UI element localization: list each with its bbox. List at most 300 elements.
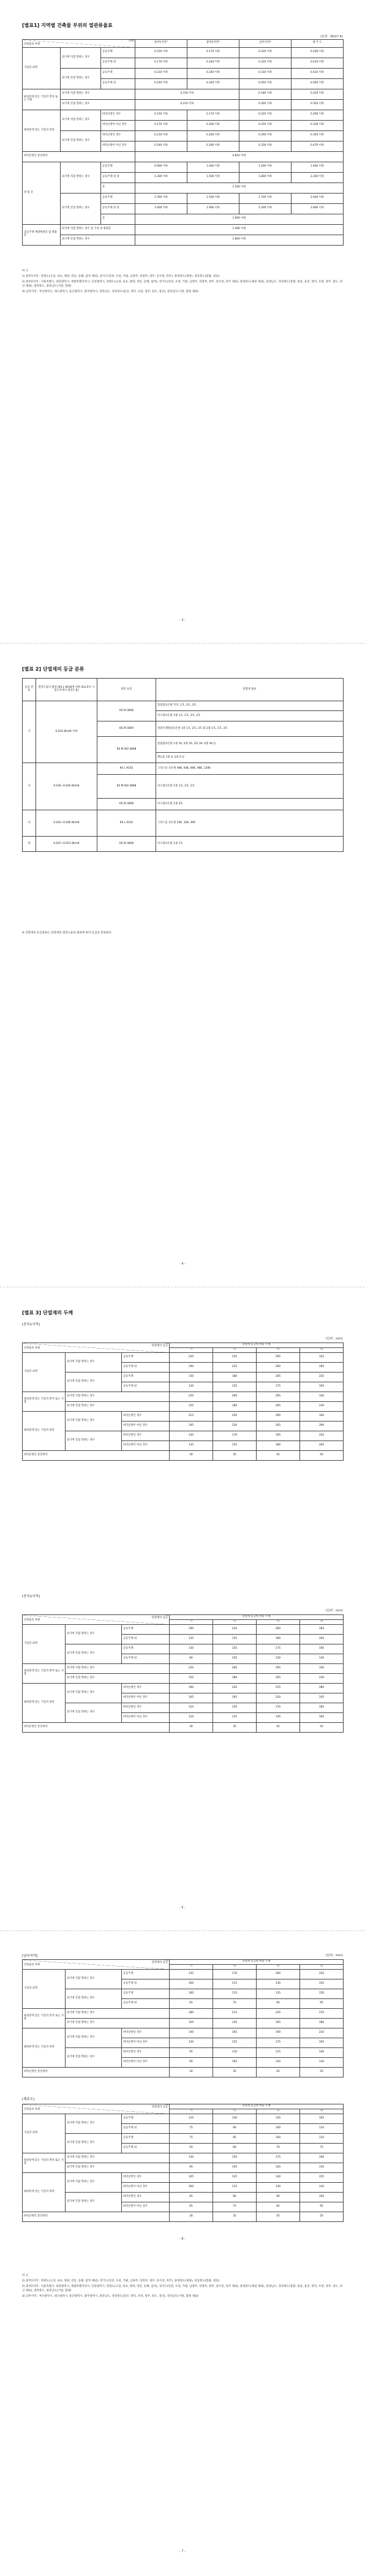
thickness-value: 60 bbox=[213, 2143, 257, 2153]
type-cell: 공동주택 외 bbox=[122, 1634, 170, 1644]
thickness-value: 80 bbox=[213, 2192, 257, 2202]
type-cell: 문 bbox=[101, 214, 135, 224]
thickness-value: 100 bbox=[170, 1979, 213, 1989]
thickness-value: 185 bbox=[300, 1703, 344, 1712]
table-row bbox=[23, 2172, 344, 2182]
thickness-value: 195 bbox=[300, 1644, 344, 1654]
value-cell: 1.700 이하 bbox=[239, 193, 292, 203]
grade-cell: 가 bbox=[23, 701, 36, 763]
value-cell: 0.350 이하 bbox=[292, 99, 344, 110]
value-cell: 0.250 이하 bbox=[239, 120, 292, 130]
value-cell: 2.800 이하 bbox=[292, 203, 344, 214]
thickness-value: 180 bbox=[213, 1372, 257, 1382]
condition-cell: 외기에 간접 면하는 경우 bbox=[61, 193, 101, 224]
condition-cell: 외기에 간접 면하는 경우 bbox=[61, 68, 101, 89]
col-header: 열전도율의 범위 (KS L 9016에 의한 20±5℃ 시험조건에서 열전도율) bbox=[36, 679, 97, 701]
notes-heading: 비 고 bbox=[22, 2274, 29, 2277]
value-cell: 0.250 이하 bbox=[292, 89, 344, 99]
value-cell: 0.210 이하 bbox=[135, 130, 187, 141]
value-cell: 0.220 이하 bbox=[239, 110, 292, 120]
std-cell: KS M ISO 4898 bbox=[97, 737, 156, 763]
page-4 bbox=[0, 1931, 365, 2575]
condition-cell: 외기에 간접 면하는 경우 bbox=[61, 235, 135, 245]
thickness-value: 180 bbox=[300, 2018, 344, 2028]
row-group-cell: 최상층에 있는 거실의 반자 또는 지붕 bbox=[23, 1663, 66, 1683]
thickness-value: 95 bbox=[300, 1998, 344, 2008]
thickness-value: 110 bbox=[170, 1712, 213, 1722]
table-corner: 지역 건축물의 부위 bbox=[23, 40, 135, 48]
table-row bbox=[23, 2133, 344, 2143]
grade-header: 다 bbox=[257, 1347, 300, 1352]
row-group-cell: 거실의 외벽 bbox=[23, 1624, 66, 1663]
type-cell: 바닥난방인 경우 bbox=[122, 1703, 170, 1712]
type-cell: 바닥난방이 아닌 경우 bbox=[122, 2202, 170, 2212]
thickness-value: 145 bbox=[213, 2018, 257, 2028]
table-row bbox=[23, 89, 344, 99]
insulation-grade-table bbox=[22, 678, 344, 852]
unit-label: (단위 : W/m²·K) bbox=[320, 35, 343, 39]
condition-cell: 외기에 직접 면하는 경우 bbox=[66, 1352, 122, 1372]
table-row bbox=[23, 1969, 344, 1979]
thickness-value: 285 bbox=[300, 1362, 344, 1372]
region-heading: [제주도] bbox=[22, 2098, 35, 2101]
condition-cell: 외기에 직접 면하는 경우 bbox=[66, 2153, 170, 2163]
type-cell: 공동주택 bbox=[122, 1989, 170, 1998]
thickness-value: 100 bbox=[257, 2133, 300, 2143]
row-group-cell: 창 및 문 bbox=[23, 162, 61, 224]
grade-cell: 다 bbox=[23, 810, 36, 837]
thickness-value: 30 bbox=[170, 1722, 213, 1732]
thickness-value: 155 bbox=[213, 1382, 257, 1392]
thickness-value: 180 bbox=[257, 1634, 300, 1644]
table-row bbox=[23, 162, 344, 172]
type-cell: 공동주택 외 bbox=[122, 2143, 170, 2153]
table-corner: 단열재의 등급 건축물의 부위 bbox=[23, 1960, 170, 1970]
row-group-cell: 거실의 외벽 bbox=[23, 47, 61, 89]
thickness-value: 225 bbox=[213, 1624, 257, 1634]
thickness-value: 220 bbox=[213, 1683, 257, 1693]
type-cell: 문 bbox=[101, 183, 135, 193]
page-number: - 5 - bbox=[179, 1906, 186, 1910]
thickness-value: 155 bbox=[213, 2038, 257, 2047]
table-row bbox=[23, 193, 344, 203]
thickness-value: 270 bbox=[300, 2008, 344, 2018]
type-cell: 공동주택 외 bbox=[101, 78, 135, 89]
thickness-value: 195 bbox=[170, 1421, 213, 1431]
thickness-value: 265 bbox=[257, 1421, 300, 1431]
material-cell: 경질우레탄폼보온판 1종 1호, 2호, 3호 및 2종 1호, 2호, 3호 bbox=[156, 721, 344, 737]
value-cell: 0.560 이하 bbox=[292, 78, 344, 89]
thickness-value: 95 bbox=[170, 2047, 213, 2057]
value-cell: 0.340 이하 bbox=[187, 78, 239, 89]
table-row bbox=[23, 1683, 344, 1693]
thickness-value: 30 bbox=[170, 2212, 213, 2221]
grade-header: 라 bbox=[300, 1347, 344, 1352]
value-cell: 1.800 이하 bbox=[135, 235, 344, 245]
thickness-value: 45 bbox=[257, 1450, 300, 1460]
note-item: 3) 남부지역 : 부산광역시, 대구광역시, 울산광역시, 광주광역시, 전라남도, 경상북도(울진, 영덕, 포항, 경주, 청도, 경산), 경상남도(거창, 함양 제외) bbox=[22, 290, 198, 293]
thickness-value: 295 bbox=[257, 1352, 300, 1362]
value-cell: 1.000 이하 bbox=[187, 162, 239, 172]
note-item: 2) 중부2지역 : 서울특별시, 대전광역시, 세종특별자치시, 인천광역시, 강원도(고성, 속초, 양양, 강릉, 동해, 삼척), 경기도(연천, 포천, 가평, 남양주, 의정부, 양주, 동두천, 파주 제외), 충청북도(제천 제외), 충청남도, 경상북도(봉화, 청송, 울진, 영덕, 포항, 경주, 청도, 경산 제외), 전라북도, 경상남도(거창, 함양) bbox=[22, 2284, 342, 2292]
condition-cell: 외기에 간접 면하는 경우 bbox=[66, 1431, 122, 1450]
page-title: [별표1] 지역별 건축물 부위의 열관류율표 bbox=[22, 23, 113, 28]
col-header: 단열재 종류 bbox=[156, 679, 344, 701]
thickness-value: 165 bbox=[300, 2114, 344, 2123]
thickness-value: 145 bbox=[170, 1431, 213, 1441]
footnote-text: ※ 단열재의 등급분류는 단열재의 열전도율의 범위에 따라 등급을 분류한다. bbox=[22, 932, 113, 935]
page-number: - 4 - bbox=[179, 1262, 186, 1266]
thickness-value: 30 bbox=[170, 2067, 213, 2077]
thickness-value: 215 bbox=[170, 1411, 213, 1421]
value-cell: 1.300 이하 bbox=[135, 172, 187, 183]
note-item: 2) 중부2지역 : 서울특별시, 대전광역시, 세종특별자치시, 인천광역시, 강원도(고성, 속초, 양양, 강릉, 동해, 삼척), 경기도(연천, 포천, 가평, 남양주, 의정부, 양주, 동두천, 파주 제외), 충청북도(제천 제외), 충청남도, 경상북도(봉화, 청송, 울진, 영덕, 포항, 경주, 청도, 경산 제외), 전라북도, 경상남도(거창, 함양) bbox=[22, 280, 342, 288]
thickness-value: 255 bbox=[257, 1683, 300, 1693]
thickness-value: 245 bbox=[300, 1693, 344, 1703]
table-row bbox=[23, 2067, 344, 2077]
std-cell: KS M 3809 bbox=[97, 721, 156, 737]
row-group-cell: 거실의 외벽 bbox=[23, 2114, 66, 2153]
value-cell: 1.500 이하 bbox=[135, 183, 344, 193]
value-cell: 0.900 이하 bbox=[135, 162, 187, 172]
value-cell: 0.240 이하 bbox=[187, 68, 239, 78]
thickness-value: 285 bbox=[300, 1624, 344, 1634]
value-cell: 0.150 이하 bbox=[135, 47, 187, 58]
grade-header: 라 bbox=[300, 1964, 344, 1969]
unit-label: (단위 : mm) bbox=[325, 1609, 343, 1613]
thickness-value: 175 bbox=[257, 1382, 300, 1392]
thickness-value: 260 bbox=[213, 1663, 257, 1673]
row-group-cell: 바닥난방인 층간바닥 bbox=[23, 2212, 170, 2221]
thickness-value: 35 bbox=[213, 2067, 257, 2077]
condition-cell: 외기에 간접 면하는 경우 bbox=[66, 2192, 122, 2212]
thickness-value: 210 bbox=[300, 2028, 344, 2038]
thickness-value: 230 bbox=[300, 1673, 344, 1683]
type-cell: 공동주택 bbox=[101, 68, 135, 78]
thickness-value: 175 bbox=[257, 1644, 300, 1654]
condition-cell: 외기에 직접 면하는 경우 bbox=[66, 2028, 122, 2047]
thickness-value: 110 bbox=[300, 2123, 344, 2133]
table-row bbox=[23, 1703, 344, 1712]
condition-cell: 외기에 간접 면하는 경우 bbox=[66, 1673, 170, 1683]
thickness-value: 165 bbox=[257, 2018, 300, 2028]
table-row bbox=[23, 110, 344, 120]
value-cell: 2.000 이하 bbox=[292, 193, 344, 203]
notes bbox=[22, 269, 343, 296]
condition-cell: 외기에 간접 면하는 경우 bbox=[61, 130, 101, 151]
condition-cell: 외기에 간접 면하는 경우 bbox=[61, 99, 135, 110]
value-cell: 0.170 이하 bbox=[187, 110, 239, 120]
thickness-value: 100 bbox=[170, 1989, 213, 1998]
thickness-value: 155 bbox=[170, 1401, 213, 1411]
value-cell: 1.200 이하 bbox=[239, 162, 292, 172]
thickness-value: 180 bbox=[257, 1441, 300, 1450]
value-cell: 0.320 이하 bbox=[239, 58, 292, 68]
value-cell: 0.260 이하 bbox=[239, 99, 292, 110]
thickness-value: 50 bbox=[300, 1450, 344, 1460]
thickness-value: 130 bbox=[257, 2182, 300, 2192]
value-cell: 0.180 이하 bbox=[239, 89, 292, 99]
value-cell: 0.290 이하 bbox=[292, 110, 344, 120]
thickness-value: 220 bbox=[300, 1969, 344, 1979]
value-cell: 0.290 이하 bbox=[187, 141, 239, 151]
thickness-value: 155 bbox=[300, 2172, 344, 2182]
thickness-value: 65 bbox=[170, 2202, 213, 2212]
thickness-value: 75 bbox=[300, 2143, 344, 2153]
thickness-value: 130 bbox=[300, 2163, 344, 2172]
footnote bbox=[22, 932, 343, 937]
value-cell: 0.470 이하 bbox=[292, 141, 344, 151]
material-cell: 비드법보온판 1종 1호 bbox=[156, 837, 344, 852]
table-row bbox=[23, 1673, 344, 1683]
type-cell: 공동주택 bbox=[122, 1624, 170, 1634]
thickness-value: 50 bbox=[300, 2212, 344, 2221]
type-cell: 바닥난방이 아닌 경우 bbox=[122, 2182, 170, 2192]
page-3 bbox=[0, 1287, 365, 1931]
thickness-value: 280 bbox=[300, 1683, 344, 1693]
thickness-value: 130 bbox=[257, 1979, 300, 1989]
grade-header: 라 bbox=[300, 2109, 344, 2114]
value-cell: 0.150 이하 bbox=[135, 89, 239, 99]
thickness-value: 175 bbox=[257, 2153, 300, 2163]
thickness-value: 170 bbox=[213, 1969, 257, 1979]
thickness-value: 120 bbox=[170, 2018, 213, 2028]
thickness-value: 90 bbox=[213, 2123, 257, 2133]
thickness-value: 205 bbox=[257, 1673, 300, 1683]
table-row bbox=[23, 1401, 344, 1411]
thickness-value: 130 bbox=[213, 2114, 257, 2123]
type-cell: 공동주택 bbox=[101, 193, 135, 203]
value-cell: 0.240 이하 bbox=[187, 58, 239, 68]
thickness-value: 245 bbox=[257, 2008, 300, 2018]
value-cell: 0.450 이하 bbox=[239, 78, 292, 89]
condition-cell: 외기에 직접 면하는 경우 bbox=[66, 2114, 122, 2133]
condition-cell: 외기에 간접 면하는 경우 bbox=[66, 1989, 122, 2008]
type-cell: 공동주택 외 bbox=[101, 58, 135, 68]
thickness-value: 195 bbox=[257, 1431, 300, 1441]
value-cell: 1.600 이하 bbox=[135, 203, 187, 214]
thickness-value: 35 bbox=[213, 2212, 257, 2221]
grade-header: 다 bbox=[257, 2109, 300, 2114]
std-cell: KS M 3808 bbox=[97, 799, 156, 810]
thickness-table-central1 bbox=[22, 1343, 344, 1461]
range-cell: 0.047~0.051 W/mK bbox=[36, 837, 97, 852]
thickness-value: 105 bbox=[213, 2163, 257, 2172]
page-number: - 3 - bbox=[179, 619, 186, 622]
type-cell: 바닥난방인 경우 bbox=[122, 1683, 170, 1693]
material-cell: 그라스울 보온판 24K, 32K, 40K bbox=[156, 810, 344, 837]
thickness-value: 115 bbox=[213, 1979, 257, 1989]
range-cell: 0.035~0.040 W/mK bbox=[36, 763, 97, 810]
row-group-cell: 바닥난방인 층간바닥 bbox=[23, 2067, 170, 2077]
table-row bbox=[23, 1411, 344, 1421]
row-group-cell: 공동주택 세대현관문 및 방화문 bbox=[23, 224, 61, 245]
value-cell: 0.200 이하 bbox=[187, 120, 239, 130]
page-number: - 7 - bbox=[179, 2550, 186, 2553]
thickness-value: 225 bbox=[300, 1372, 344, 1382]
thickness-value: 45 bbox=[257, 2212, 300, 2221]
thickness-value: 110 bbox=[213, 2047, 257, 2057]
row-group-cell: 최하층에 있는 거실의 바닥 bbox=[23, 2172, 66, 2212]
page-2 bbox=[0, 644, 365, 1287]
thickness-value: 220 bbox=[257, 1693, 300, 1703]
value-cell: 0.150 이하 bbox=[135, 110, 187, 120]
thickness-value: 140 bbox=[170, 2028, 213, 2038]
table-row bbox=[23, 99, 344, 110]
thickness-value: 125 bbox=[213, 1712, 257, 1722]
table-row bbox=[23, 2153, 344, 2163]
thickness-value: 180 bbox=[213, 1401, 257, 1411]
thickness-value: 90 bbox=[170, 1654, 213, 1663]
table-row bbox=[23, 2028, 344, 2038]
thickness-value: 85 bbox=[257, 2202, 300, 2212]
condition-cell: 외기에 간접 면하는 경우 bbox=[66, 1372, 122, 1392]
thickness-value: 155 bbox=[213, 1634, 257, 1644]
thickness-value: 110 bbox=[170, 2114, 213, 2123]
thickness-value: 190 bbox=[170, 1683, 213, 1693]
thickness-value: 75 bbox=[170, 2133, 213, 2143]
material-cell: 압출법보온판 특호, 1호, 2호, 3호 bbox=[156, 701, 344, 711]
thickness-value: 110 bbox=[300, 2133, 344, 2143]
grade-header: 나 bbox=[213, 1347, 257, 1352]
row-group-cell: 최상층에 있는 거실의 반자 또는 지붕 bbox=[23, 1392, 66, 1411]
condition-cell: 외기에 직접 면하는 경우 bbox=[61, 89, 135, 99]
thickness-value: 105 bbox=[170, 2172, 213, 2182]
thickness-value: 225 bbox=[213, 1362, 257, 1372]
type-cell: 바닥난방이 아닌 경우 bbox=[101, 120, 135, 130]
thickness-value: 105 bbox=[213, 2057, 257, 2067]
thickness-value: 260 bbox=[257, 1624, 300, 1634]
table-row bbox=[23, 2018, 344, 2028]
table-row bbox=[23, 2192, 344, 2202]
type-cell: 바닥난방인 경우 bbox=[122, 2028, 170, 2038]
type-cell: 공동주택 bbox=[101, 162, 135, 172]
value-cell: 0.410 이하 bbox=[292, 58, 344, 68]
thickness-value: 100 bbox=[257, 2123, 300, 2133]
range-cell: 0.034 W/mK 이하 bbox=[36, 701, 97, 763]
grade-header: 나 bbox=[213, 1964, 257, 1969]
type-cell: 바닥난방이 아닌 경우 bbox=[101, 141, 135, 151]
thickness-value: 125 bbox=[213, 2172, 257, 2182]
condition-cell: 외기에 간접 면하는 경우 bbox=[66, 2133, 122, 2153]
table-row bbox=[23, 235, 344, 245]
condition-cell: 외기에 직접 면하는 경우 bbox=[66, 1392, 170, 1401]
condition-cell: 외기에 간접 면하는 경우 bbox=[66, 2018, 170, 2028]
thickness-value: 220 bbox=[170, 1352, 213, 1362]
type-cell: 공동주택 외 bbox=[122, 1998, 170, 2008]
type-cell: 공동주택 외 bbox=[122, 2123, 170, 2133]
value-cell: 1.900 이하 bbox=[135, 214, 344, 224]
region-heading: [중부1지역] bbox=[22, 1323, 40, 1327]
row-group-cell: 최상층에 있는 거실의 반자 또는 지붕 bbox=[23, 89, 61, 110]
condition-cell: 외기에 간접 면하는 경우 bbox=[66, 1644, 122, 1663]
thickness-value: 50 bbox=[300, 1722, 344, 1732]
type-cell: 바닥난방이 아닌 경우 bbox=[122, 1441, 170, 1450]
type-cell: 바닥난방인 경우 bbox=[101, 130, 135, 141]
thickness-value: 35 bbox=[213, 1450, 257, 1460]
type-cell: 바닥난방이 아닌 경우 bbox=[122, 2038, 170, 2047]
thickness-value: 125 bbox=[170, 1703, 213, 1712]
type-cell: 바닥난방이 아닌 경우 bbox=[122, 1421, 170, 1431]
thickness-value: 200 bbox=[300, 1634, 344, 1644]
table-row bbox=[23, 224, 344, 235]
row-group-cell: 최하층에 있는 거실의 바닥 bbox=[23, 2028, 66, 2067]
row-group-cell: 바닥난방인 층간바닥 bbox=[23, 1722, 170, 1732]
grade-header: 나 bbox=[213, 1619, 257, 1624]
type-cell: 바닥난방인 경우 bbox=[122, 1431, 170, 1441]
thickness-value: 65 bbox=[170, 1998, 213, 2008]
type-cell: 공동주택 외 bbox=[122, 1654, 170, 1663]
thickness-value: 90 bbox=[170, 2057, 213, 2067]
condition-cell: 외기에 직접 면하는 경우 bbox=[66, 1411, 122, 1431]
table-row bbox=[23, 1663, 344, 1673]
condition-cell: 외기에 간접 면하는 경우 bbox=[66, 1703, 122, 1722]
condition-cell: 외기에 직접 면하는 경우 bbox=[66, 1683, 122, 1703]
row-group-cell: 최하층에 있는 거실의 바닥 bbox=[23, 110, 61, 151]
grade-header: 가 bbox=[170, 1347, 213, 1352]
value-cell: 1.500 이하 bbox=[187, 172, 239, 183]
value-cell: 1.500 이하 bbox=[187, 193, 239, 203]
thickness-value: 165 bbox=[213, 2028, 257, 2038]
type-cell: 공동주택 bbox=[122, 2133, 170, 2143]
thickness-value: 190 bbox=[257, 2028, 300, 2038]
thickness-value: 150 bbox=[170, 1372, 213, 1382]
type-cell: 공동주택 외 창 bbox=[101, 203, 135, 214]
value-cell: 2.200 이하 bbox=[292, 172, 344, 183]
thickness-value: 150 bbox=[300, 1989, 344, 1998]
thickness-value: 230 bbox=[213, 1421, 257, 1431]
thickness-value: 180 bbox=[170, 2008, 213, 2018]
type-cell: 바닥난방인 경우 bbox=[122, 2047, 170, 2057]
condition-cell: 외기에 직접 면하는 경우 및 거실 내 방화문 bbox=[61, 224, 135, 235]
thickness-value: 75 bbox=[213, 2202, 257, 2212]
row-group-cell: 최하층에 있는 거실의 바닥 bbox=[23, 1411, 66, 1450]
thickness-value: 325 bbox=[300, 1352, 344, 1362]
col-header: 중부2지역²⁾ bbox=[187, 40, 239, 48]
thickness-value: 290 bbox=[257, 1411, 300, 1421]
value-cell: 0.410 이하 bbox=[292, 68, 344, 78]
value-cell: 0.350 이하 bbox=[292, 130, 344, 141]
thickness-value: 145 bbox=[300, 1979, 344, 1989]
thickness-value: 255 bbox=[213, 1352, 257, 1362]
value-cell: 0.290 이하 bbox=[239, 130, 292, 141]
region-heading: [중부2지역] bbox=[22, 1595, 40, 1599]
grade-cell: 라 bbox=[23, 837, 36, 852]
condition-cell: 외기에 직접 면하는 경우 bbox=[61, 47, 101, 68]
thickness-value: 190 bbox=[300, 2153, 344, 2163]
table-corner: 단열재의 등급 건축물의 부위 bbox=[23, 2104, 170, 2114]
col-header: 단열재 등급별 허용 두께 bbox=[170, 1343, 344, 1348]
type-cell: 공동주택 외 창 bbox=[101, 172, 135, 183]
col-header: 단열재 등급별 허용 두께 bbox=[170, 2104, 344, 2109]
grade-header: 나 bbox=[213, 2109, 257, 2114]
type-cell: 바닥난방이 아닌 경우 bbox=[122, 1712, 170, 1722]
thickness-value: 290 bbox=[300, 1421, 344, 1431]
grade-header: 가 bbox=[170, 1964, 213, 1969]
thickness-value: 330 bbox=[300, 1392, 344, 1401]
thickness-value: 165 bbox=[170, 1693, 213, 1703]
condition-cell: 외기에 직접 면하는 경우 bbox=[66, 2172, 122, 2192]
thickness-value: 155 bbox=[213, 1441, 257, 1450]
thickness-value: 195 bbox=[213, 1693, 257, 1703]
thickness-value: 95 bbox=[300, 2202, 344, 2212]
thickness-value: 145 bbox=[257, 1712, 300, 1722]
table-row bbox=[23, 2163, 344, 2172]
thickness-value: 180 bbox=[213, 1673, 257, 1683]
thickness-value: 130 bbox=[170, 2038, 213, 2047]
unit-label: (단위 : mm) bbox=[325, 1954, 343, 1957]
col-header: 관련 표준 bbox=[97, 679, 156, 701]
